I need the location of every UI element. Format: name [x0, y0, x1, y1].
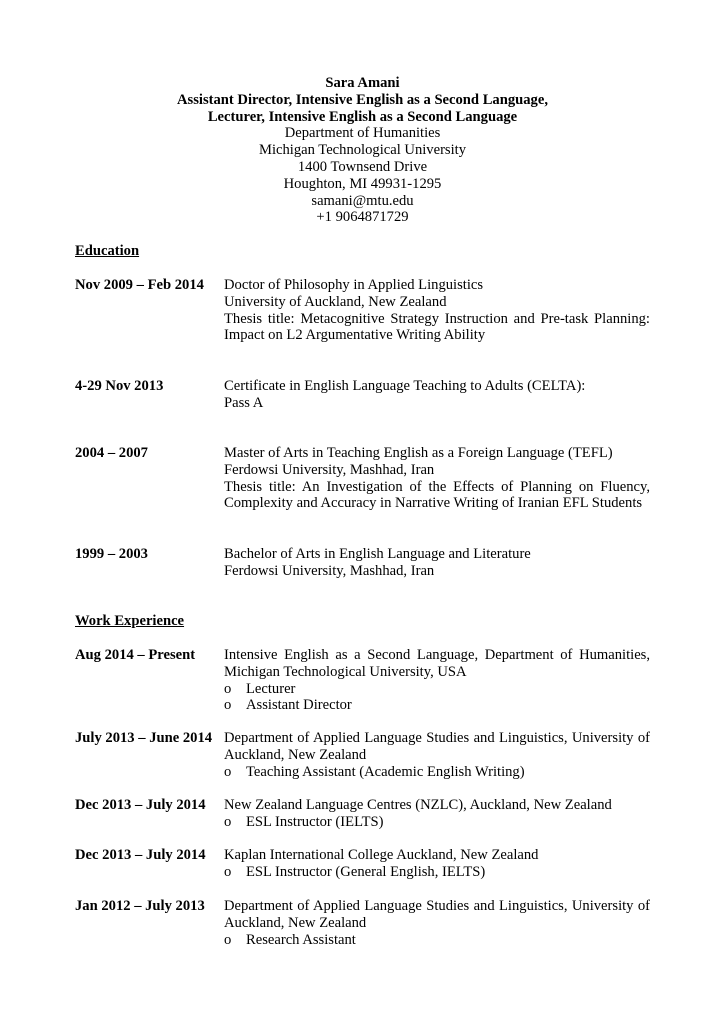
certificate-result: Pass A — [224, 394, 264, 411]
employer-cont: Auckland, New Zealand — [224, 914, 367, 931]
entry-date: Jan 2012 – July 2013 — [75, 898, 205, 914]
employer: Kaplan International College Auckland, New Zealand — [224, 847, 539, 863]
entry-date: Dec 2013 – July 2014 — [75, 847, 206, 863]
degree: Master of Arts in Teaching English as a Foreign Language (TEFL) — [224, 445, 613, 461]
employer: Intensive English as a Second Language, Department of Humanities, — [224, 647, 650, 663]
cv-header — [0, 75, 725, 226]
entry-date: Aug 2014 – Present — [75, 647, 196, 663]
entry-details — [224, 647, 650, 714]
role-item — [224, 932, 650, 949]
employer: Department of Applied Language Studies and Linguistics, University of — [224, 898, 650, 914]
institution: Ferdowsi University, Mashhad, Iran — [224, 461, 435, 478]
entry-date: Nov 2009 – Feb 2014 — [75, 277, 204, 293]
role-label: Research Assistant — [246, 931, 356, 948]
role-label: Assistant Director — [246, 697, 352, 714]
job-title-1: Assistant Director, Intensive English as a Second Language, — [177, 91, 548, 108]
bullet-icon: o — [224, 813, 232, 830]
education-heading: Education — [75, 243, 140, 259]
employer-cont: Auckland, New Zealand — [224, 746, 367, 763]
job-title-2: Lecturer, Intensive English as a Second Language — [207, 108, 518, 125]
role-label: Lecturer — [246, 680, 296, 697]
employer: New Zealand Language Centres (NZLC), Auckland, New Zealand — [224, 797, 612, 813]
entry-details — [224, 898, 650, 948]
department: Department of Humanities — [284, 125, 441, 142]
entry-details — [224, 797, 650, 831]
entry-details — [224, 730, 650, 780]
street-address: 1400 Townsend Drive — [297, 158, 428, 175]
degree: Bachelor of Arts in English Language and Literature — [224, 546, 531, 562]
degree: Doctor of Philosophy in Applied Linguistics — [224, 277, 484, 293]
entry-date: July 2013 – June 2014 — [75, 730, 213, 746]
entry-date: Dec 2013 – July 2014 — [75, 797, 206, 813]
thesis-title: Thesis title: Metacognitive Strategy Instruction and Pre-task Planning: — [224, 310, 650, 327]
thesis-title: Thesis title: An Investigation of the Effects of Planning on Fluency, — [224, 478, 650, 495]
work-experience-heading: Work Experience — [75, 613, 185, 629]
phone: +1 9064871729 — [316, 209, 409, 226]
role-label: ESL Instructor (IELTS) — [246, 813, 384, 830]
entry-details — [224, 546, 650, 580]
bullet-icon: o — [224, 697, 232, 714]
institution: Ferdowsi University, Mashhad, Iran — [224, 562, 435, 579]
entry-details — [224, 277, 650, 344]
email: samani@mtu.edu — [311, 192, 414, 209]
bullet-icon: o — [224, 863, 232, 880]
role-item — [224, 697, 650, 714]
bullet-icon: o — [224, 931, 232, 948]
bullet-icon: o — [224, 680, 232, 697]
employer-cont: Michigan Technological University, USA — [224, 663, 467, 680]
role-label: Teaching Assistant (Academic English Writing) — [246, 763, 525, 780]
role-item — [224, 814, 650, 831]
employer: Department of Applied Language Studies and Linguistics, University of — [224, 730, 650, 746]
entry-details — [224, 847, 650, 881]
entry-date: 2004 – 2007 — [75, 445, 148, 461]
thesis-title-cont: Complexity and Accuracy in Narrative Writing of Iranian EFL Students — [224, 495, 643, 512]
thesis-title-cont: Impact on L2 Argumentative Writing Ability — [224, 327, 486, 344]
role-label: ESL Instructor (General English, IELTS) — [246, 863, 486, 880]
institution: University of Auckland, New Zealand — [224, 293, 447, 310]
person-name: Sara Amani — [325, 75, 400, 91]
entry-date: 1999 – 2003 — [75, 546, 148, 562]
role-item — [224, 864, 650, 881]
bullet-icon: o — [224, 763, 232, 780]
role-item — [224, 681, 650, 698]
university: Michigan Technological University — [258, 142, 467, 159]
role-item — [224, 764, 650, 781]
certificate: Certificate in English Language Teaching to Adults (CELTA): — [224, 378, 586, 394]
entry-details — [224, 378, 650, 412]
city-address: Houghton, MI 49931-1295 — [283, 175, 442, 192]
entry-date: 4-29 Nov 2013 — [75, 378, 164, 394]
entry-details — [224, 445, 650, 512]
